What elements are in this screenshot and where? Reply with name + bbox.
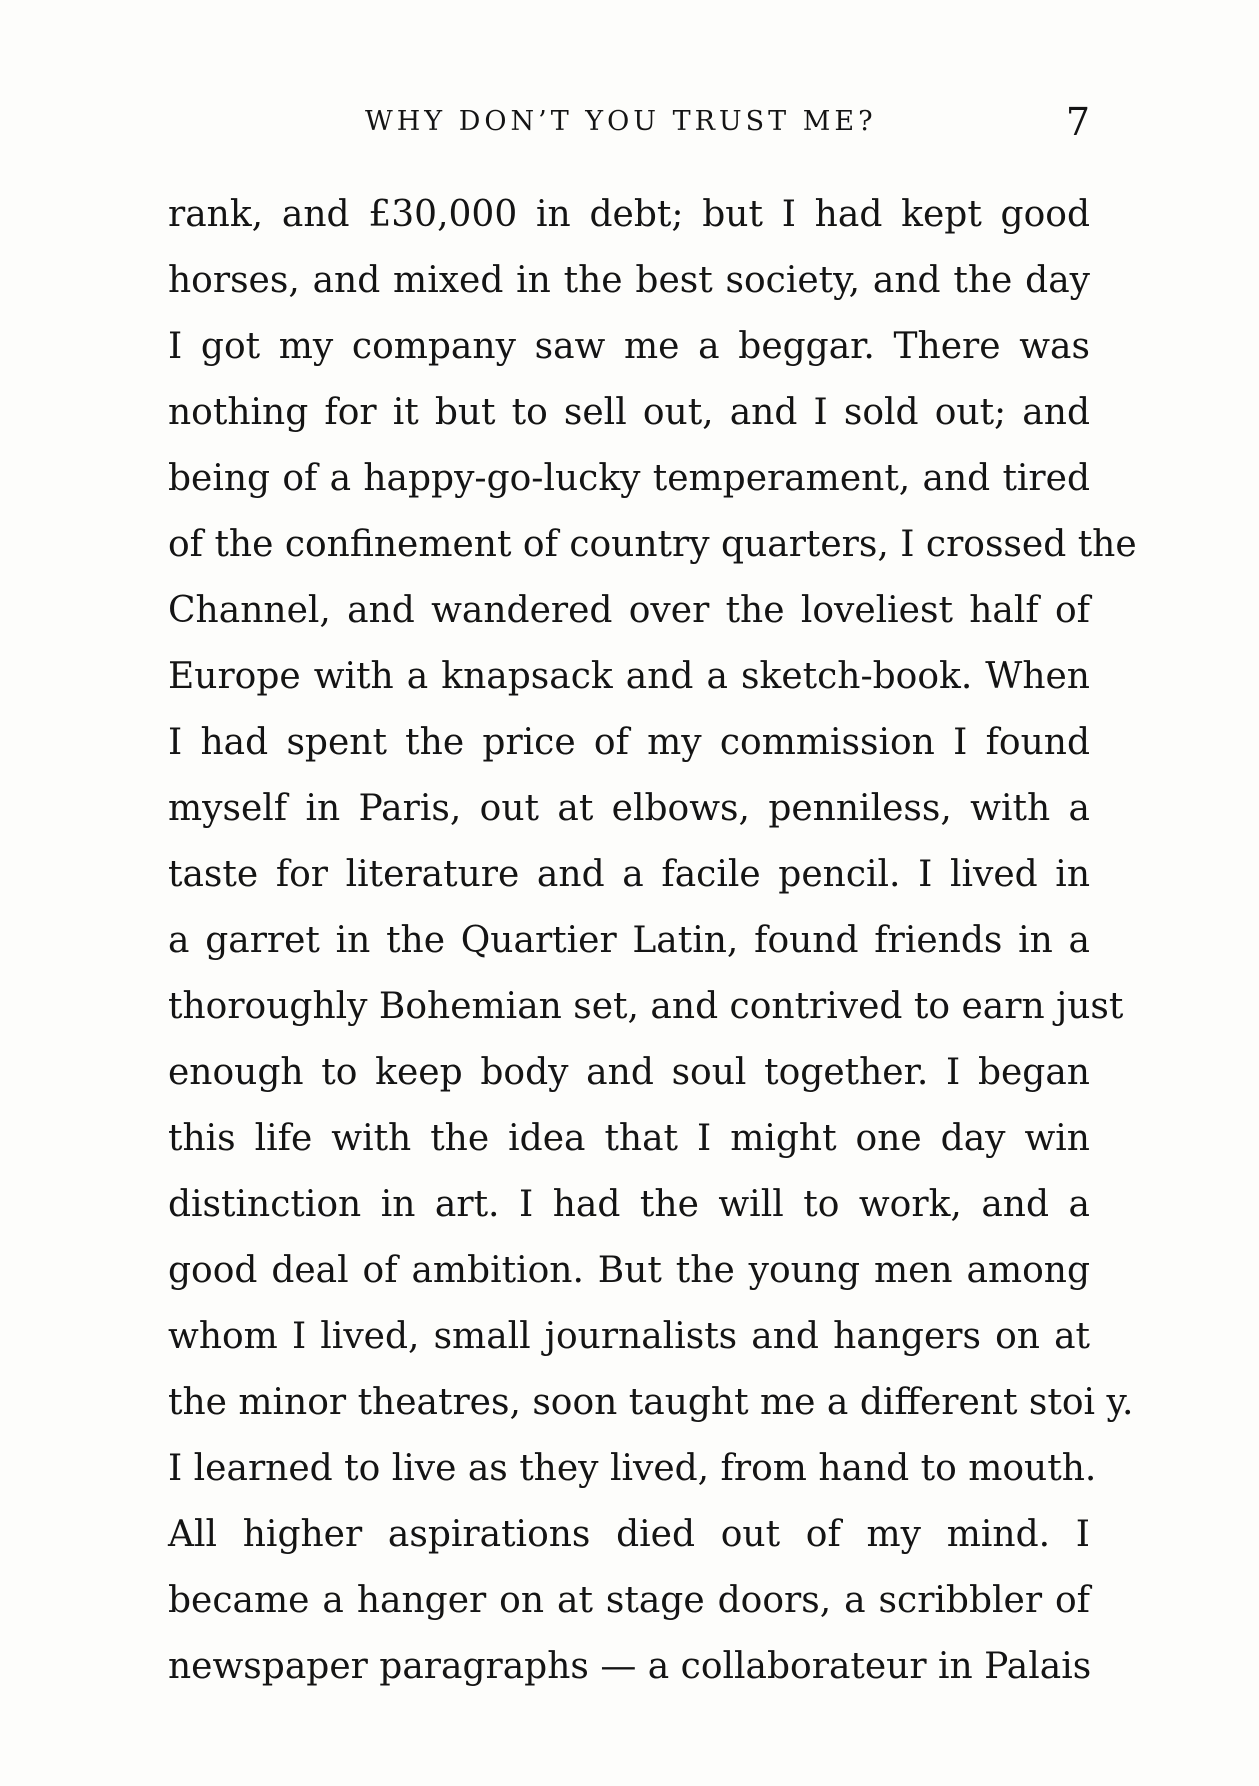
text-line: good deal of ambition. But the young men among [168,1250,1090,1291]
text-line: I got my company saw me a beggar. There was [168,326,1090,367]
text-line: taste for literature and a facile pencil. I lived in [168,854,1090,895]
page-number: 7 [1065,100,1090,144]
text-line: newspaper paragraphs — a collaborateur in Palais [168,1646,1092,1687]
text-line: nothing for it but to sell out, and I sold out; and [168,392,1090,433]
text-line: became a hanger on at stage doors, a scribbler of [168,1580,1090,1621]
text-line: enough to keep body and soul together. I began [168,1052,1090,1093]
text-line: the minor theatres, soon taught me a different stoi y. [168,1382,1134,1423]
text-line: whom I lived, small journalists and hangers on at [168,1316,1090,1357]
text-line: thoroughly Bohemian set, and contrived to earn just [168,986,1124,1027]
text-line: being of a happy-go-lucky temperament, and tired [168,458,1090,499]
text-line: of the confinement of country quarters, I crossed the [168,524,1137,565]
text-line: distinction in art. I had the will to work, and a [168,1184,1090,1225]
text-line: rank, and £30,000 in debt; but I had kept good [168,194,1090,235]
body-text [168,182,1137,1700]
text-line: I had spent the price of my commission I found [168,722,1090,763]
text-line: myself in Paris, out at elbows, penniless, with a [168,788,1090,829]
text-line: All higher aspirations died out of my mind. I [168,1514,1090,1555]
running-title: WHY DON’T YOU TRUST ME? [365,106,877,137]
text-line: Channel, and wandered over the loveliest half of [168,590,1090,631]
text-line: horses, and mixed in the best society, and the day [168,260,1090,301]
running-head [170,100,1090,150]
text-line: this life with the idea that I might one day win [168,1118,1090,1159]
text-line: Europe with a knapsack and a sketch-book. When [168,656,1090,697]
text-line: I learned to live as they lived, from hand to mouth. [168,1448,1097,1489]
text-line: a garret in the Quartier Latin, found friends in a [168,920,1090,961]
